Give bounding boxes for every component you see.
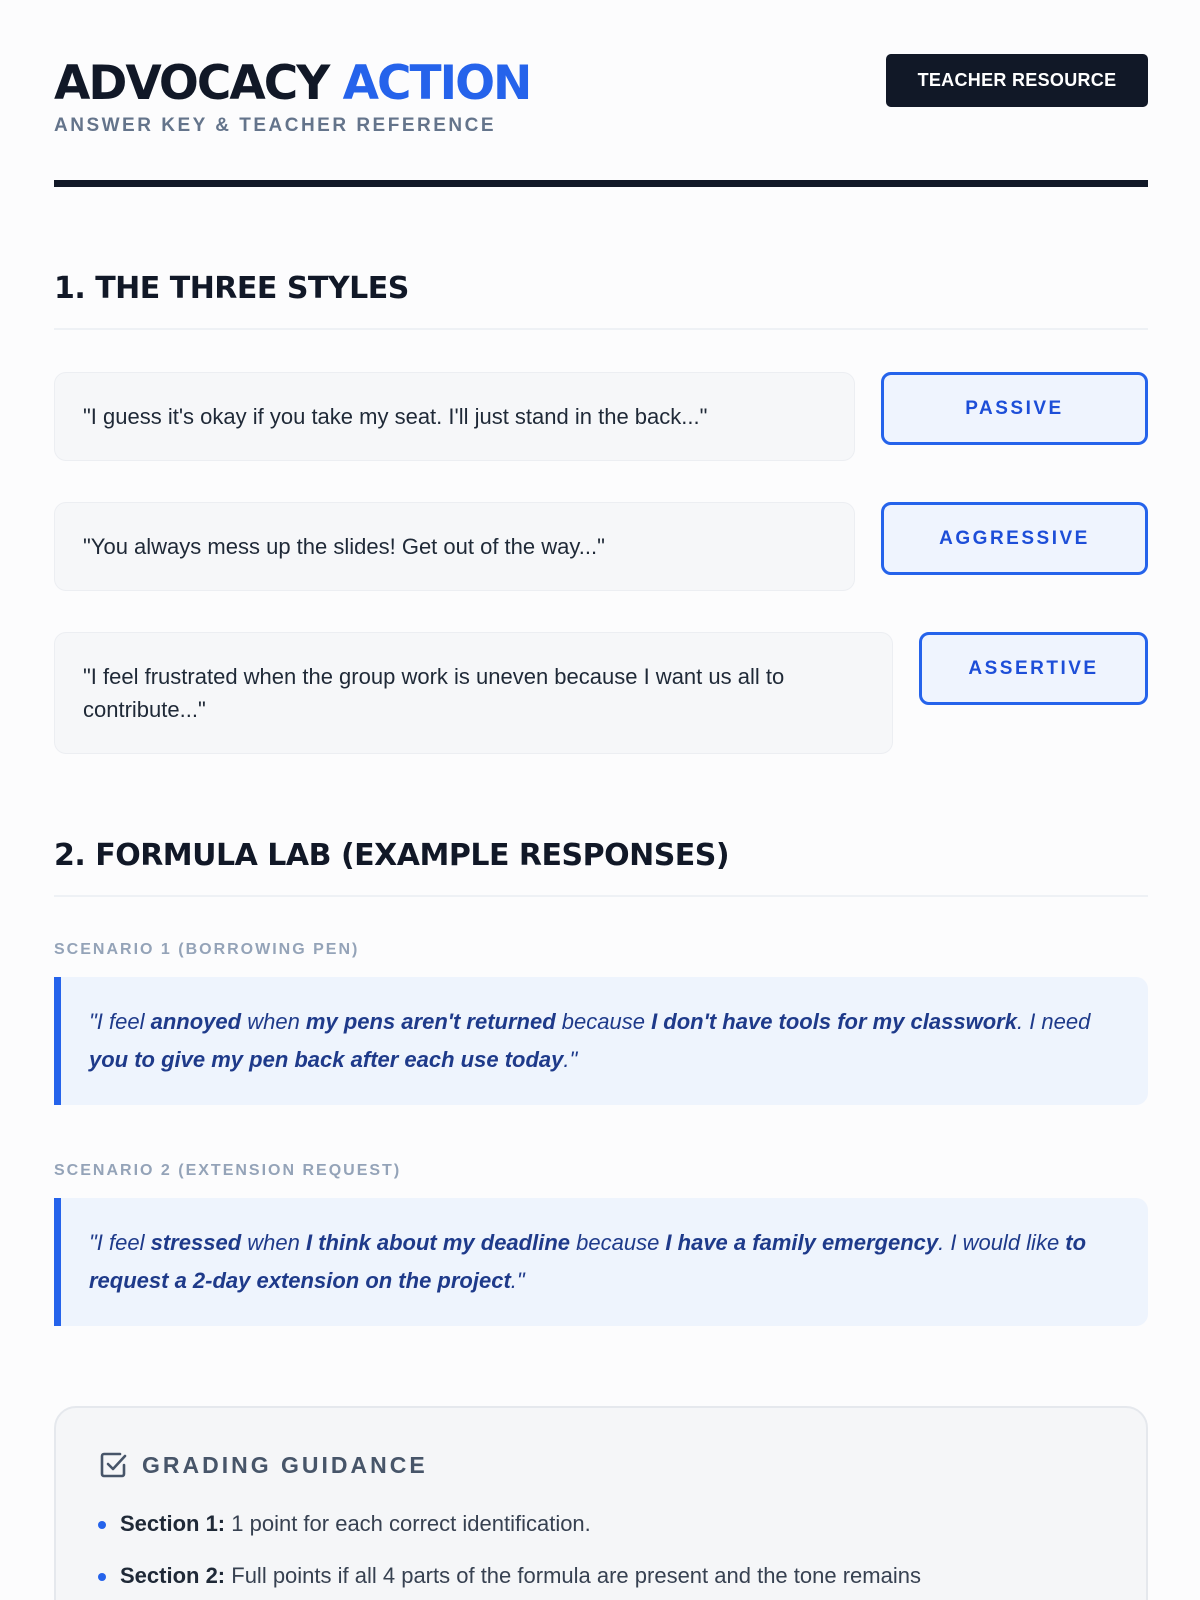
scenario-1-response	[54, 977, 1148, 1105]
scenario-1-label: SCENARIO 1 (BORROWING PEN)	[54, 941, 360, 958]
formula-situation: my pens aren't returned	[305, 1009, 556, 1034]
brand-accent: ACTION	[342, 56, 531, 111]
page-header	[54, 0, 1148, 188]
formula-request: you to give my pen back after each use today	[89, 1047, 564, 1072]
answer-key-page	[54, 0, 1148, 1588]
scenario-2-response	[54, 1198, 1148, 1326]
page-subtitle: ANSWER KEY & TEACHER REFERENCE	[54, 115, 497, 136]
grading-item-lead: Section 1:	[120, 1511, 226, 1536]
formula-situation: I think about my deadline	[305, 1230, 571, 1255]
brand-main: ADVOCACY	[54, 56, 329, 111]
section-three-styles-title: 1. THE THREE STYLES	[54, 271, 409, 306]
grading-item	[98, 1560, 1108, 1592]
checkbox-icon	[98, 1450, 128, 1480]
formula-reason: I have a family emergency	[665, 1230, 939, 1255]
formula-text: ."	[563, 1047, 578, 1072]
grading-item	[98, 1508, 1108, 1540]
header-divider	[54, 180, 1148, 187]
formula-text: "I feel	[89, 1230, 151, 1255]
grading-item-text: Full points if all 4 parts of the formula are present and the tone remains	[225, 1563, 921, 1588]
formula-feeling: annoyed	[150, 1009, 242, 1034]
section-formula-lab-title: 2. FORMULA LAB (EXAMPLE RESPONSES)	[54, 838, 730, 873]
formula-request: to request a 2-day extension on the project	[89, 1230, 1087, 1293]
section-divider	[54, 328, 1148, 330]
formula-text: . I need	[1016, 1009, 1091, 1034]
formula-text: "I feel	[89, 1009, 151, 1034]
teacher-resource-badge: TEACHER RESOURCE	[886, 54, 1148, 107]
style-quote-3: "I feel frustrated when the group work is uneven because I want us all to contribute..."	[54, 632, 893, 754]
formula-text: when	[241, 1230, 306, 1255]
grading-header	[98, 1450, 428, 1480]
brand-title	[54, 56, 530, 112]
formula-feeling: stressed	[150, 1230, 242, 1255]
grading-title: GRADING GUIDANCE	[142, 1451, 428, 1478]
formula-text: . I would like	[938, 1230, 1066, 1255]
grading-item-lead: Section 2:	[120, 1563, 226, 1588]
formula-text: because	[555, 1009, 652, 1034]
formula-reason: I don't have tools for my classwork	[651, 1009, 1017, 1034]
grading-item-text: 1 point for each correct identification.	[225, 1511, 591, 1536]
section-divider	[54, 895, 1148, 897]
formula-text: ."	[510, 1268, 525, 1293]
style-answer-passive: PASSIVE	[881, 372, 1148, 445]
scenario-2-label: SCENARIO 2 (EXTENSION REQUEST)	[54, 1162, 402, 1179]
grading-list	[98, 1508, 1108, 1600]
formula-text: when	[241, 1009, 306, 1034]
style-quote-2: "You always mess up the slides! Get out of the way..."	[54, 502, 855, 591]
formula-text: because	[570, 1230, 666, 1255]
style-quote-1: "I guess it's okay if you take my seat. I'll just stand in the back..."	[54, 372, 855, 461]
style-answer-aggressive: AGGRESSIVE	[881, 502, 1148, 575]
style-answer-assertive: ASSERTIVE	[919, 632, 1148, 705]
grading-guidance-card	[54, 1406, 1148, 1600]
